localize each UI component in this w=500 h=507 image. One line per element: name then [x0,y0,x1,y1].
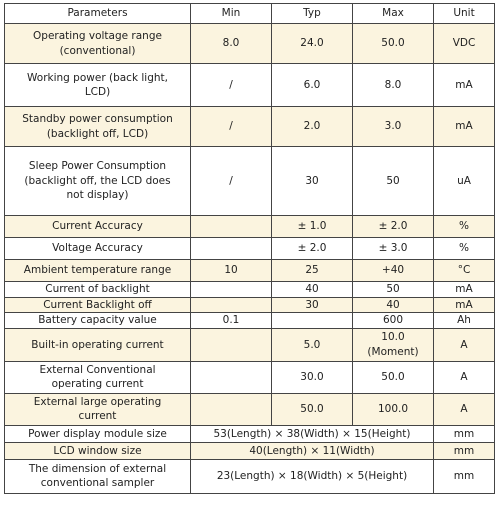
unit-cell: % [434,216,495,238]
parameter-cell: Battery capacity value [5,313,191,328]
table-row [5,238,495,260]
max-cell: 50 [353,147,434,216]
max-cell: 50 [353,282,434,298]
max-cell: 50.0 [353,24,434,64]
unit-cell: VDC [434,24,495,64]
typ-cell [272,313,353,328]
max-cell: 50.0 [353,361,434,393]
unit-cell: mA [434,107,495,147]
min-cell: 10 [191,260,272,282]
parameter-cell: LCD window size [5,442,191,459]
parameter-cell: Sleep Power Consumption (backlight off, the LCD does not display) [5,147,191,216]
parameter-cell: Current Accuracy [5,216,191,238]
typ-cell: 5.0 [272,328,353,361]
table-body [5,24,495,494]
parameter-cell: External large operating current [5,393,191,425]
table-row [5,260,495,282]
typ-cell: 25 [272,260,353,282]
header-max: Max [353,4,434,24]
min-cell: / [191,64,272,107]
max-cell: +40 [353,260,434,282]
parameter-cell: Standby power consumption (backlight off, LCD) [5,107,191,147]
parameter-cell: Built-in operating current [5,328,191,361]
min-cell: / [191,107,272,147]
typ-cell: 6.0 [272,64,353,107]
table-header-row [5,4,495,24]
header-min: Min [191,4,272,24]
parameter-cell: Voltage Accuracy [5,238,191,260]
unit-cell: % [434,238,495,260]
header-parameters: Parameters [5,4,191,24]
unit-cell: mA [434,298,495,313]
min-cell [191,238,272,260]
max-cell: 40 [353,298,434,313]
value-cell-merged: 40(Length) × 11(Width) [191,442,434,459]
table-row [5,393,495,425]
min-cell: 8.0 [191,24,272,64]
parameter-cell: Current of backlight [5,282,191,298]
table-row [5,107,495,147]
header-unit: Unit [434,4,495,24]
table-row [5,361,495,393]
min-cell [191,216,272,238]
table-row [5,64,495,107]
unit-cell: °C [434,260,495,282]
parameter-cell: The dimension of external conventional sampler [5,459,191,493]
unit-cell: A [434,393,495,425]
parameter-cell: Ambient temperature range [5,260,191,282]
typ-cell: ± 2.0 [272,238,353,260]
min-cell [191,298,272,313]
min-cell [191,328,272,361]
min-cell [191,282,272,298]
parameter-cell: External Conventional operating current [5,361,191,393]
unit-cell: uA [434,147,495,216]
max-cell: 600 [353,313,434,328]
max-cell: 10.0 (Moment) [353,328,434,361]
unit-cell: mA [434,64,495,107]
max-cell: ± 3.0 [353,238,434,260]
typ-cell: 2.0 [272,107,353,147]
parameter-cell: Operating voltage range (conventional) [5,24,191,64]
table-row [5,459,495,493]
unit-cell: mm [434,425,495,442]
table-row [5,442,495,459]
parameter-cell: Power display module size [5,425,191,442]
min-cell: 0.1 [191,313,272,328]
unit-cell: Ah [434,313,495,328]
table-row [5,425,495,442]
table-row [5,313,495,328]
typ-cell: 30 [272,147,353,216]
value-cell-merged: 23(Length) × 18(Width) × 5(Height) [191,459,434,493]
min-cell [191,361,272,393]
value-cell-merged: 53(Length) × 38(Width) × 15(Height) [191,425,434,442]
unit-cell: mm [434,459,495,493]
table-row [5,282,495,298]
header-typ: Typ [272,4,353,24]
max-cell: 3.0 [353,107,434,147]
typ-cell: 24.0 [272,24,353,64]
max-cell: 100.0 [353,393,434,425]
max-cell: ± 2.0 [353,216,434,238]
table-row [5,328,495,361]
typ-cell: 40 [272,282,353,298]
typ-cell: 30.0 [272,361,353,393]
unit-cell: A [434,361,495,393]
unit-cell: A [434,328,495,361]
parameter-cell: Working power (back light, LCD) [5,64,191,107]
min-cell: / [191,147,272,216]
table-row [5,147,495,216]
min-cell [191,393,272,425]
unit-cell: mA [434,282,495,298]
table-row [5,298,495,313]
parameter-cell: Current Backlight off [5,298,191,313]
spec-table [4,3,495,494]
typ-cell: ± 1.0 [272,216,353,238]
max-cell: 8.0 [353,64,434,107]
typ-cell: 30 [272,298,353,313]
table-row [5,24,495,64]
typ-cell: 50.0 [272,393,353,425]
table-row [5,216,495,238]
unit-cell: mm [434,442,495,459]
